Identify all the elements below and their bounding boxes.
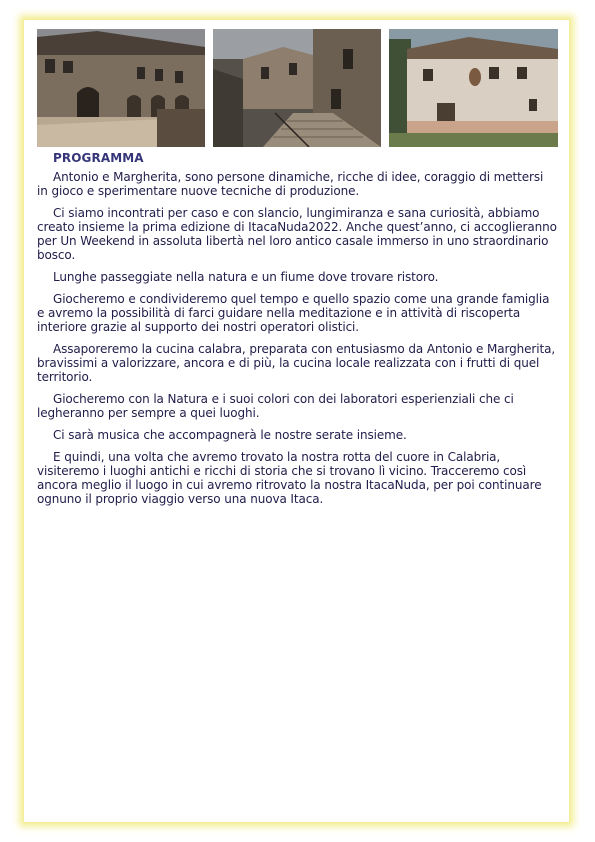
paragraph-first-edition: Ci siamo incontrati per caso e con slancio, lungimiranza e sana curiosità, abbiamo creato insieme la prima edizione di ItacaNuda2022. Anche quest’anno, ci accoglieranno per Un Weekend in assoluta libertà nel loro antico casale immerso in uno straordinario bosco. [37, 206, 557, 262]
paragraph-cuisine: Assaporeremo la cucina calabra, preparata con entusiasmo da Antonio e Margherita, bravissimi a valorizzare, ancora e di più, la cucina locale realizzata con i frutti di quel territorio. [37, 342, 556, 384]
photo-row [37, 29, 558, 147]
paragraph-meditation: Giocheremo e condivideremo quel tempo e quello spazio come una grande famiglia e avremo la possibilità di farci guidare nella meditazione e in attività di riscoperta interiore grazie al supporto dei nostri operatori olistici. [37, 292, 550, 334]
program-text [37, 151, 557, 514]
program-heading: PROGRAMMA [53, 151, 144, 165]
farmhouse-casale-photo [389, 29, 558, 147]
paragraph-journey: E quindi, una volta che avremo trovato la nostra rotta del cuore in Calabria, visiteremo i luoghi antichi e ricchi di storia che si trovano lì vicino. Tracceremo così ancora meglio il luogo in cui avremo ritrovato la nostra ItacaNuda, per poi continuare ognuno il proprio viaggio verso una nuova Itaca. [37, 450, 542, 506]
stone-building-courtyard-photo [37, 29, 205, 147]
paragraph-music: Ci sarà musica che accompagnerà le nostre serate insieme. [53, 428, 407, 442]
paragraph-nature-workshops: Giocheremo con la Natura e i suoi colori con dei laboratori esperienziali che ci legheranno per sempre a quei luoghi. [37, 392, 514, 420]
paragraph-walks: Lunghe passeggiate nella natura e un fiume dove trovare ristoro. [53, 270, 439, 284]
paragraph-hosts: Antonio e Margherita, sono persone dinamiche, ricche di idee, coraggio di mettersi in gioco e sperimentare nuove tecniche di produzione. [37, 170, 544, 198]
village-stone-steps-photo [213, 29, 381, 147]
